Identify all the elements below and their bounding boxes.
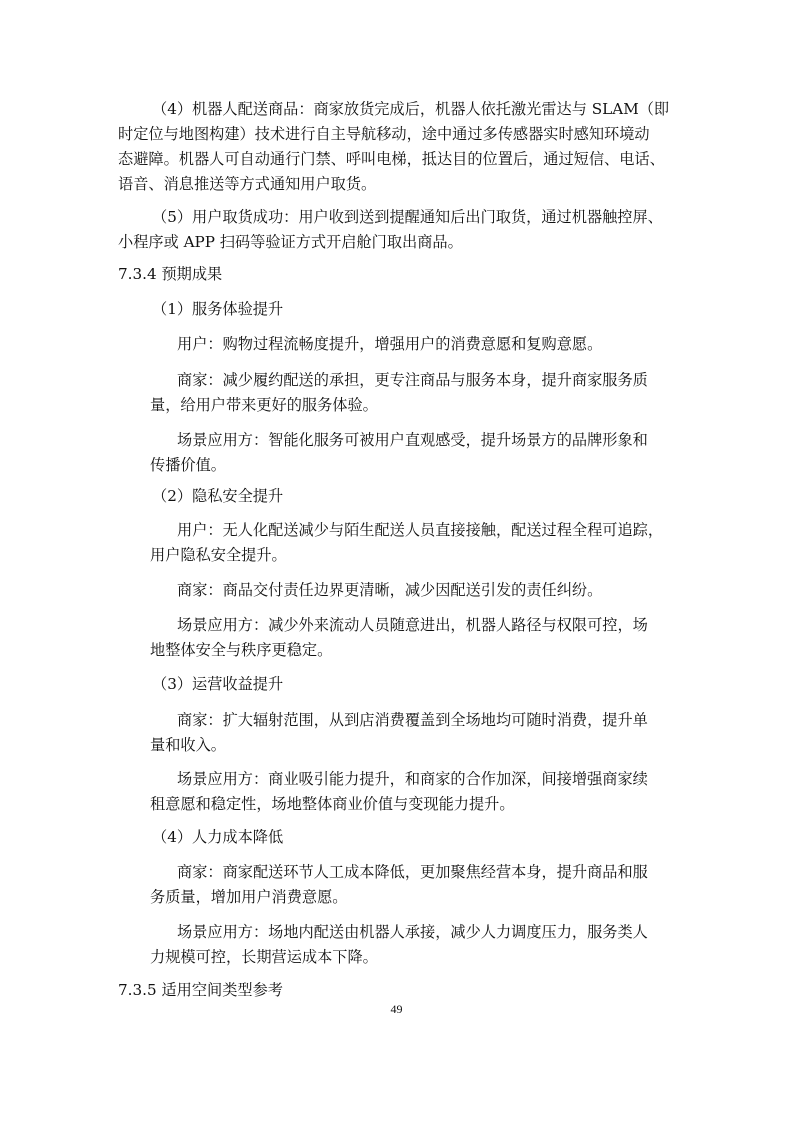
outcome-3-merchant [177, 708, 648, 733]
outcome-title-2: （2）隐私安全提升 [152, 487, 284, 505]
text-line: 传播价值。 [150, 456, 226, 474]
text-line: 用户隐私安全提升。 [150, 546, 287, 564]
outcome-4-merchant-cont [150, 885, 347, 910]
text-line: 量，给用户带来更好的服务体验。 [150, 396, 378, 414]
outcome-4-merchant [177, 860, 648, 885]
outcome-1-venue-cont [150, 453, 226, 478]
paragraph-item5-pickup [152, 205, 663, 230]
text-line: 商家：商品交付责任边界更清晰，减少因配送引发的责任纠纷。 [177, 581, 603, 599]
outcome-2-user-cont [150, 543, 287, 568]
outcome-title-1: （1）服务体验提升 [152, 300, 284, 318]
paragraph-item5-pickup-cont [118, 230, 463, 255]
page-number: 49 [390, 1002, 403, 1016]
text-line: 小程序或 APP 扫码等验证方式开启舱门取出商品。 [118, 233, 463, 251]
outcome-title-3: （3）运营收益提升 [152, 675, 284, 693]
outcome-2-user [177, 518, 663, 543]
paragraph-item4-delivery [152, 97, 669, 122]
text-line: （4）机器人配送商品：商家放货完成后，机器人依托激光雷达与 SLAM（即 [152, 100, 670, 118]
text-line: 语音、消息推送等方式通知用户取货。 [118, 175, 377, 193]
text-line: 态避障。机器人可自动通行门禁、呼叫电梯，抵达目的位置后，通过短信、电话、 [118, 150, 665, 168]
text-line: （5）用户取货成功：用户收到送到提醒通知后出门取货，通过机器触控屏、 [152, 208, 663, 226]
text-line: 时定位与地图构建）技术进行自主导航移动，途中通过多传感器实时感知环境动 [118, 125, 650, 143]
section-heading-7-3-5: 7.3.5 适用空间类型参考 [118, 981, 283, 999]
outcome-3-venue [177, 767, 648, 792]
outcome-4-venue-cont [150, 945, 378, 970]
outcome-1-merchant-cont [150, 393, 378, 418]
text-line: 力规模可控，长期营运成本下降。 [150, 948, 378, 966]
text-line: 量和收入。 [150, 736, 226, 754]
paragraph-item4-delivery-cont [118, 122, 665, 197]
outcome-4-venue [177, 920, 648, 945]
text-line: 务质量，增加用户消费意愿。 [150, 888, 348, 906]
text-line: 商家：扩大辐射范围，从到店消费覆盖到全场地均可随时消费，提升单 [177, 711, 648, 729]
text-line: 场景应用方：减少外来流动人员随意进出，机器人路径与权限可控，场 [177, 616, 648, 634]
text-line: 用户：无人化配送减少与陌生配送人员直接接触，配送过程全程可追踪， [177, 521, 663, 539]
outcome-3-merchant-cont [150, 733, 226, 758]
text-line: 场景应用方：智能化服务可被用户直观感受，提升场景方的品牌形象和 [177, 431, 648, 449]
text-line: 场景应用方：场地内配送由机器人承接，减少人力调度压力，服务类人 [177, 923, 648, 941]
outcome-1-merchant [177, 368, 648, 393]
section-heading-7-3-4: 7.3.4 预期成果 [118, 265, 223, 283]
outcome-2-venue [177, 613, 648, 638]
outcome-3-venue-cont [150, 792, 515, 817]
outcome-title-4: （4）人力成本降低 [152, 828, 284, 846]
text-line: 场景应用方：商业吸引能力提升，和商家的合作加深，间接增强商家续 [177, 770, 648, 788]
outcome-1-venue [177, 428, 648, 453]
outcome-2-venue-cont [150, 638, 332, 663]
text-line: 租意愿和稳定性，场地整体商业价值与变现能力提升。 [150, 795, 515, 813]
text-line: 地整体安全与秩序更稳定。 [150, 641, 333, 659]
outcome-1-user [177, 332, 602, 357]
text-line: 商家：商家配送环节人工成本降低，更加聚焦经营本身，提升商品和服 [177, 863, 648, 881]
outcome-2-merchant [177, 578, 602, 603]
text-line: 用户：购物过程流畅度提升，增强用户的消费意愿和复购意愿。 [177, 335, 603, 353]
text-line: 商家：减少履约配送的承担，更专注商品与服务本身，提升商家服务质 [177, 371, 648, 389]
